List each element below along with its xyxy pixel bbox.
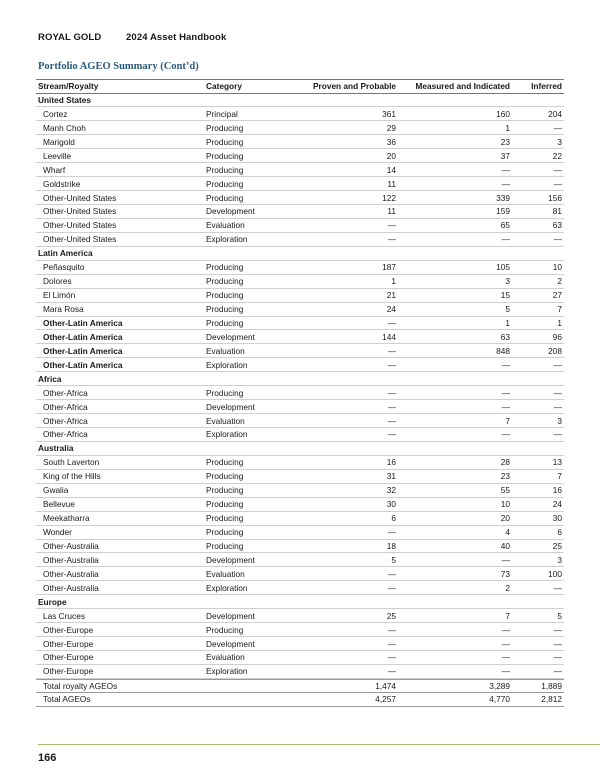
stream-name: Other-Latin America [43,317,123,328]
region-name: Europe [38,596,67,607]
stream-name: Mara Rosa [43,304,84,315]
table-body [36,94,564,707]
category: Evaluation [206,220,245,231]
stream-name: Other-United States [43,192,117,203]
table-row [36,581,564,595]
measured-indicated-value: — [501,652,510,663]
category: Principal [206,108,238,119]
measured-indicated-value: 3,289 [489,680,510,691]
category: Development [206,401,255,412]
stream-name: King of the Hills [43,471,101,482]
inferred-value: — [553,624,562,635]
inferred-value: 3 [557,554,562,565]
section-title: Portfolio AGEO Summary (Cont’d) [38,61,199,72]
table-row [36,205,564,219]
measured-indicated-value: 1 [505,317,510,328]
table-row [36,317,564,331]
proven-probable-value: — [387,666,396,677]
footer-divider [38,744,600,745]
category: Evaluation [206,415,245,426]
table-header-row [36,79,564,94]
region-name: Latin America [38,248,93,259]
inferred-value: — [553,234,562,245]
table-row [36,303,564,317]
measured-indicated-value: 4,770 [489,694,510,705]
inferred-value: — [553,638,562,649]
category: Producing [206,499,244,510]
stream-name: Other-Latin America [43,359,123,370]
region-header-row [36,442,564,456]
category: Producing [206,304,244,315]
category: Development [206,331,255,342]
inferred-value: 63 [552,220,562,231]
proven-probable-value: 11 [387,178,396,189]
inferred-value: 22 [552,150,562,161]
proven-probable-value: 30 [386,499,396,510]
region-header-row [36,595,564,609]
table-row [36,484,564,498]
stream-name: Peñasquito [43,262,85,273]
table-row [36,428,564,442]
table-row [36,233,564,247]
proven-probable-value: — [387,234,396,245]
measured-indicated-value: — [501,359,510,370]
inferred-value: 7 [557,304,562,315]
category: Evaluation [206,568,245,579]
document-title: 2024 Asset Handbook [126,32,227,43]
stream-name: Other-Africa [43,401,88,412]
region-header-row [36,247,564,261]
proven-probable-value: — [387,387,396,398]
inferred-value: — [553,401,562,412]
measured-indicated-value: — [501,401,510,412]
inferred-value: — [553,582,562,593]
category: Producing [206,178,244,189]
proven-probable-value: — [387,582,396,593]
stream-name: Other-United States [43,206,117,217]
stream-name: Other-Europe [43,624,94,635]
proven-probable-value: 122 [382,192,396,203]
proven-probable-value: 11 [387,206,396,217]
column-header-stream: Stream/Royalty [38,81,99,92]
inferred-value: 5 [557,610,562,621]
column-header-proven-probable: Proven and Probable [313,81,396,92]
measured-indicated-value: 28 [500,457,510,468]
table-row [36,177,564,191]
stream-name: El Limón [43,290,76,301]
table-row [36,163,564,177]
measured-indicated-value: 5 [505,304,510,315]
category: Exploration [206,234,248,245]
table-row [36,219,564,233]
stream-name: South Laverton [43,457,100,468]
category: Producing [206,122,244,133]
column-header-measured-indicated: Measured and Indicated [415,81,510,92]
inferred-value: 81 [552,206,562,217]
inferred-value: 24 [552,499,562,510]
measured-indicated-value: 23 [500,136,510,147]
inferred-value: 156 [548,192,562,203]
measured-indicated-value: 65 [500,220,510,231]
measured-indicated-value: 37 [500,150,510,161]
category: Producing [206,527,244,538]
table-row [36,191,564,205]
stream-name: Las Cruces [43,610,85,621]
table-row [36,344,564,358]
proven-probable-value: — [387,652,396,663]
category: Producing [206,457,244,468]
column-header-inferred: Inferred [531,81,562,92]
stream-name: Manh Choh [43,122,86,133]
stream-name: Meekatharra [43,513,90,524]
proven-probable-value: — [387,401,396,412]
measured-indicated-value: — [501,624,510,635]
stream-name: Bellevue [43,499,75,510]
measured-indicated-value: 73 [500,568,510,579]
measured-indicated-value: 7 [505,415,510,426]
proven-probable-value: 144 [382,331,396,342]
stream-name: Other-Latin America [43,331,123,342]
measured-indicated-value: 339 [496,192,510,203]
table-row [36,330,564,344]
stream-name: Dolores [43,276,72,287]
proven-probable-value: 32 [386,485,396,496]
table-row [36,149,564,163]
table-row [36,512,564,526]
inferred-value: 1,889 [541,680,562,691]
stream-name: Other-Europe [43,652,94,663]
proven-probable-value: — [387,415,396,426]
stream-name: Other-Australia [43,582,99,593]
table-row [36,261,564,275]
measured-indicated-value: — [501,178,510,189]
inferred-value: 204 [548,108,562,119]
table-row [36,553,564,567]
inferred-value: 100 [548,568,562,579]
proven-probable-value: — [387,429,396,440]
inferred-value: 208 [548,345,562,356]
table-row [36,637,564,651]
proven-probable-value: 6 [391,513,396,524]
inferred-value: 3 [557,415,562,426]
measured-indicated-value: — [501,666,510,677]
category: Producing [206,387,244,398]
inferred-value: — [553,666,562,677]
proven-probable-value: 20 [386,150,396,161]
table-row [36,567,564,581]
inferred-value: — [553,164,562,175]
brand-name: ROYAL GOLD [38,32,102,43]
proven-probable-value: 16 [386,457,396,468]
total-row [36,693,564,707]
category: Producing [206,471,244,482]
measured-indicated-value: 4 [505,527,510,538]
inferred-value: — [553,652,562,663]
inferred-value: 1 [557,317,562,328]
inferred-value: — [553,122,562,133]
measured-indicated-value: 55 [500,485,510,496]
category: Producing [206,136,244,147]
proven-probable-value: — [387,220,396,231]
region-header-row [36,94,564,108]
stream-name: Other-Europe [43,666,94,677]
stream-name: Other-Australia [43,540,99,551]
proven-probable-value: — [387,317,396,328]
category: Producing [206,262,244,273]
proven-probable-value: — [387,345,396,356]
category: Producing [206,317,244,328]
category: Exploration [206,582,248,593]
stream-name: Cortez [43,108,68,119]
measured-indicated-value: 160 [496,108,510,119]
proven-probable-value: — [387,527,396,538]
table-row [36,456,564,470]
proven-probable-value: — [387,624,396,635]
table-row [36,289,564,303]
stream-name: Marigold [43,136,75,147]
stream-name: Other-Latin America [43,345,123,356]
stream-name: Other-Australia [43,554,99,565]
category: Producing [206,164,244,175]
proven-probable-value: 5 [391,554,396,565]
category: Producing [206,624,244,635]
measured-indicated-value: 105 [496,262,510,273]
measured-indicated-value: 40 [500,540,510,551]
category: Exploration [206,359,248,370]
measured-indicated-value: 848 [496,345,510,356]
inferred-value: 2,812 [541,694,562,705]
inferred-value: 2 [557,276,562,287]
inferred-value: 13 [552,457,562,468]
inferred-value: 25 [552,540,562,551]
measured-indicated-value: 63 [500,331,510,342]
inferred-value: 96 [552,331,562,342]
proven-probable-value: 36 [386,136,396,147]
stream-name: Other-Africa [43,387,88,398]
measured-indicated-value: — [501,429,510,440]
stream-name: Other-Africa [43,429,88,440]
page-number: 166 [38,752,57,764]
stream-name: Other-United States [43,220,117,231]
table-row [36,526,564,540]
category: Producing [206,540,244,551]
category: Development [206,610,255,621]
region-header-row [36,372,564,386]
category: Producing [206,290,244,301]
category: Producing [206,192,244,203]
table-row [36,470,564,484]
column-header-category: Category [206,81,242,92]
inferred-value: 7 [557,471,562,482]
category: Evaluation [206,345,245,356]
stream-name: Wharf [43,164,66,175]
category: Producing [206,276,244,287]
region-name: Australia [38,443,74,454]
measured-indicated-value: — [501,554,510,565]
stream-name: Goldstrike [43,178,81,189]
table-row [36,651,564,665]
category: Development [206,554,255,565]
measured-indicated-value: — [501,164,510,175]
measured-indicated-value: 20 [500,513,510,524]
measured-indicated-value: 3 [505,276,510,287]
ageo-summary-table [36,79,564,707]
measured-indicated-value: 10 [500,499,510,510]
stream-name: Wonder [43,527,72,538]
stream-name: Total AGEOs [43,694,91,705]
measured-indicated-value: 159 [496,206,510,217]
category: Producing [206,150,244,161]
inferred-value: — [553,387,562,398]
proven-probable-value: 4,257 [375,694,396,705]
table-row [36,540,564,554]
measured-indicated-value: 1 [505,122,510,133]
proven-probable-value: 1 [391,276,396,287]
inferred-value: — [553,429,562,440]
measured-indicated-value: 23 [500,471,510,482]
table-row [36,135,564,149]
table-row [36,107,564,121]
region-name: Africa [38,373,62,384]
proven-probable-value: 29 [386,122,396,133]
table-row [36,665,564,679]
proven-probable-value: — [387,568,396,579]
category: Exploration [206,429,248,440]
inferred-value: 3 [557,136,562,147]
measured-indicated-value: — [501,387,510,398]
stream-name: Total royalty AGEOs [43,680,118,691]
proven-probable-value: 21 [386,290,396,301]
stream-name: Leeville [43,150,72,161]
table-row [36,121,564,135]
measured-indicated-value: 15 [500,290,510,301]
proven-probable-value: — [387,638,396,649]
inferred-value: — [553,178,562,189]
proven-probable-value: 1,474 [375,680,396,691]
stream-name: Other-Australia [43,568,99,579]
category: Exploration [206,666,248,677]
table-row [36,386,564,400]
stream-name: Other-Europe [43,638,94,649]
proven-probable-value: — [387,359,396,370]
table-row [36,400,564,414]
inferred-value: 30 [552,513,562,524]
inferred-value: 16 [552,485,562,496]
proven-probable-value: 25 [386,610,396,621]
proven-probable-value: 31 [386,471,396,482]
inferred-value: — [553,359,562,370]
inferred-value: 6 [557,527,562,538]
inferred-value: 27 [552,290,562,301]
category: Development [206,206,255,217]
stream-name: Other-United States [43,234,117,245]
table-row [36,623,564,637]
region-name: United States [38,94,92,105]
page-header [38,32,226,43]
measured-indicated-value: 7 [505,610,510,621]
proven-probable-value: 14 [386,164,396,175]
stream-name: Other-Africa [43,415,88,426]
table-row [36,609,564,623]
category: Producing [206,485,244,496]
measured-indicated-value: — [501,234,510,245]
table-row [36,414,564,428]
proven-probable-value: 24 [386,304,396,315]
proven-probable-value: 18 [386,540,396,551]
table-row [36,275,564,289]
category: Producing [206,513,244,524]
table-row [36,498,564,512]
table-row [36,358,564,372]
stream-name: Gwalia [43,485,69,496]
measured-indicated-value: — [501,638,510,649]
proven-probable-value: 361 [382,108,396,119]
category: Evaluation [206,652,245,663]
measured-indicated-value: 2 [505,582,510,593]
category: Development [206,638,255,649]
inferred-value: 10 [552,262,562,273]
proven-probable-value: 187 [382,262,396,273]
total-row [36,679,564,693]
